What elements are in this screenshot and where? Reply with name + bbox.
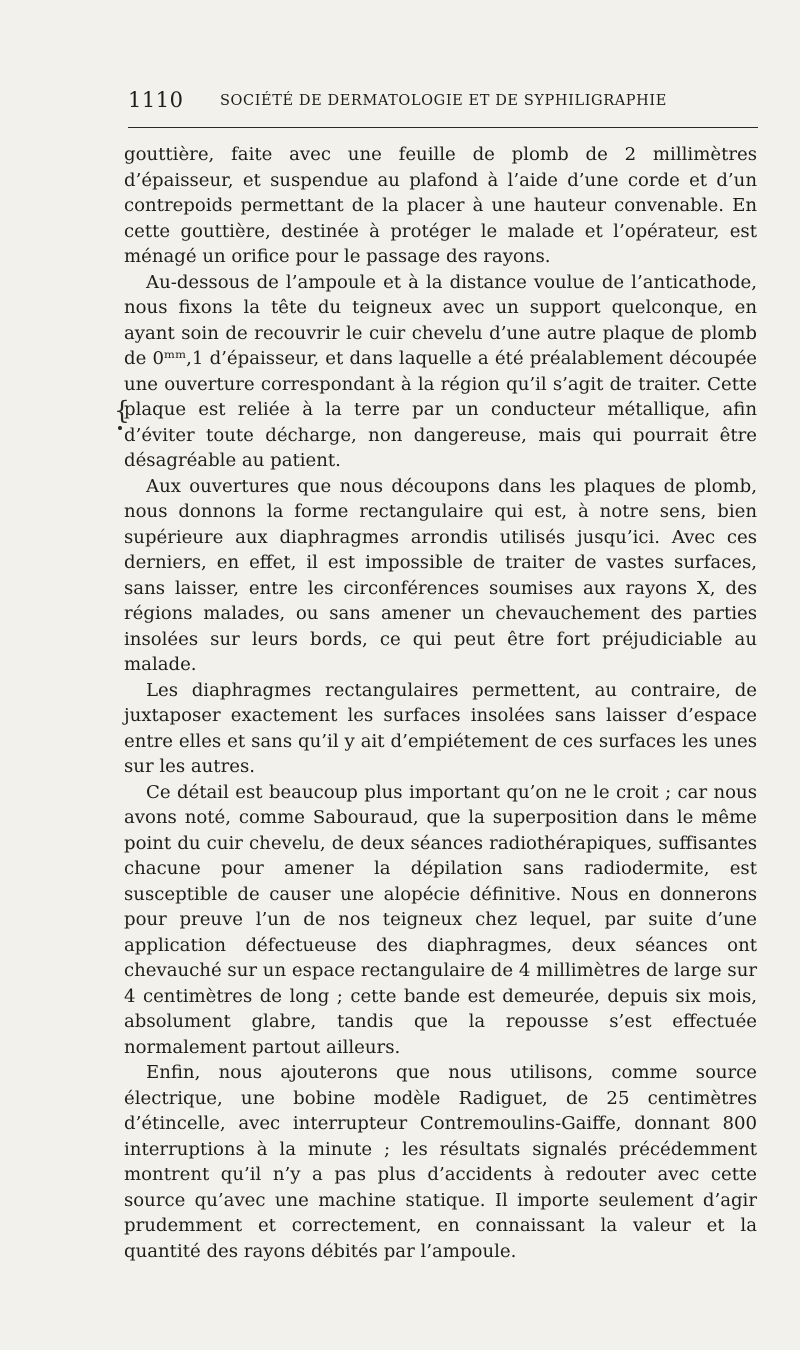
paragraph-2: Au-dessous de l’ampoule et à la distance voulue de l’anticathode, nous fixons la tête du teigneux avec un support quelconque, en ayant soin de recouvrir le cuir chevelu d’une autre plaque de plomb de 0ᵐᵐ,1 d’épaisseur, et dans laquelle a été préalablement découpée une ouverture correspondant à la région qu’il s’agit de traiter. Cette plaque est reliée à la terre par un conducteur métallique, afin d’éviter toute décharge, non dangereuse, mais qui pourrait être désagréable au patient. (124, 271, 757, 471)
page-header (128, 88, 758, 118)
page-number: 1110 (128, 88, 184, 112)
running-head: SOCIÉTÉ DE DERMATOLOGIE ET DE SYPHILIGRAPHIE (220, 93, 667, 109)
paragraph-3: Aux ouvertures que nous découpons dans les plaques de plomb, nous donnons la forme rectangulaire qui est, à notre sens, bien supérieure aux diaphragmes arrondis utilisés jusqu’ici. Avec ces derniers, en effet, il est impossible de traiter de vastes surfaces, sans laisser, entre les circonférences soumises aux rayons X, des régions malades, ou sans amener un chevauchement des parties insolées sur leurs bords, ce qui peut être fort préjudiciable au malade. (124, 475, 757, 675)
paragraph-6: Enfin, nous ajouterons que nous utilisons, comme source électrique, une bobine modèle Radiguet, de 25 centimètres d’étincelle, avec interrupteur Contremoulins-Gaiffe, donnant 800 interruptions à la minute ; les résultats signalés précédemment montrent qu’il n’y a pas plus d’accidents à redouter avec cette source qu’avec une machine statique. Il importe seulement d’agir prudemment et correctement, en connaissant la valeur et la quantité des rayons débités par l’ampoule. (124, 1062, 757, 1262)
paragraph-1: gouttière, faite avec une feuille de plomb de 2 millimètres d’épaisseur, et suspendue au plafond à l’aide d’une corde et d’un contrepoids permettant de la placer à une hauteur convenable. En cette gouttière, destinée à protéger le malade et l’opérateur, est ménagé un orifice pour le passage des rayons. (124, 144, 757, 267)
body-text (124, 142, 757, 1264)
paragraph-5: Ce détail est beaucoup plus important qu’on ne le croit ; car nous avons noté, comme Sabouraud, que la superposition dans le même point du cuir chevelu, de deux séances radiothérapiques, suffisantes chacune pour amener la dépilation sans radiodermite, est susceptible de causer une alopécie définitive. Nous en donnerons pour preuve l’un de nos teigneux chez lequel, par suite d’une application défectueuse des diaphragmes, deux séances ont chevauché sur un espace rectangulaire de 4 millimètres de large sur 4 centimètres de long ; cette bande est demeurée, depuis six mois, absolument glabre, tandis que la repousse s’est effectuée normalement partout ailleurs. (124, 781, 757, 1058)
header-rule (128, 127, 758, 128)
margin-bracket-mark: { (114, 396, 130, 425)
margin-dot-mark (118, 426, 122, 430)
paragraph-4: Les diaphragmes rectangulaires permettent, au contraire, de juxtaposer exactement les surfaces insolées sans laisser d’espace entre elles et sans qu’il y ait d’empiétement de ces surfaces les unes sur les autres. (124, 679, 757, 777)
